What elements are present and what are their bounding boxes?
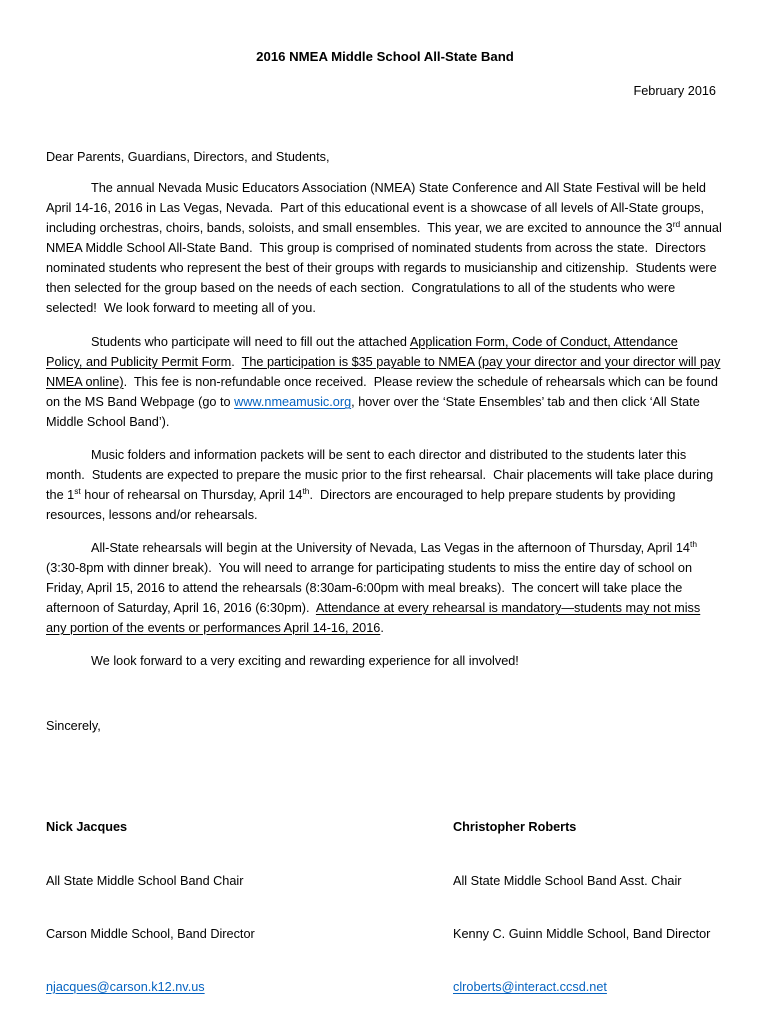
paragraph-music-folders [46, 445, 746, 525]
paragraph-line [46, 352, 746, 372]
text-segment: on the MS Band Webpage (go to [46, 395, 235, 409]
paragraph-participation-forms [46, 332, 746, 432]
paragraph-line: Music folders and information packets will be sent to each director and distributed to the students later this [91, 448, 687, 462]
paragraph-line [46, 218, 746, 238]
signer-school: Carson Middle School, Band Director [46, 926, 255, 941]
text-segment: Students who participate will need to fill out the attached [91, 335, 410, 349]
text-segment: , hover over the ‘State Ensembles’ tab and then click ‘All State [351, 395, 700, 409]
text-segment: . This fee is non-refundable once received. Please review the schedule of rehearsals which can be found [123, 375, 718, 389]
text-segment: . [231, 355, 242, 369]
paragraph-line: Middle School Band’). [46, 415, 170, 429]
paragraph-line: then selected for the group based on the needs of each section. Congratulations to all of the students who were [46, 281, 676, 295]
paragraph-line: resources, lessons and/or rehearsals. [46, 508, 258, 522]
text-segment: annual [680, 221, 722, 235]
letter-title: 2016 NMEA Middle School All-State Band [256, 49, 514, 64]
signer-name: Christopher Roberts [453, 820, 577, 835]
superscript-ordinal: th [302, 486, 310, 496]
paragraph-line [46, 392, 746, 412]
paragraph-line: NMEA Middle School All-State Band. This group is comprised of nominated students from across the state. Directors [46, 241, 706, 255]
text-segment: . [380, 621, 384, 635]
paragraph-line [46, 485, 746, 505]
underlined-text: NMEA online) [46, 375, 124, 389]
paragraph-line: month. Students are expected to prepare the music prior to the first rehearsal. Chair placements will take place during [46, 468, 714, 482]
superscript-ordinal: st [74, 486, 81, 496]
underlined-text: any portion of the events or performances April 14-16, 2016 [46, 621, 381, 635]
paragraph-line [46, 538, 746, 558]
signature-block-asst-chair [453, 784, 710, 1024]
closing-sincerely: Sincerely, [46, 719, 101, 733]
superscript-ordinal: rd [672, 219, 681, 229]
paragraph-line: The annual Nevada Music Educators Association (NMEA) State Conference and All State Festival will be held [91, 181, 706, 195]
signer-name: Nick Jacques [46, 820, 128, 835]
superscript-ordinal: th [690, 539, 697, 549]
underlined-text: Policy, and Publicity Permit Form [46, 355, 232, 369]
nmea-website-link[interactable]: www.nmeamusic.org [234, 395, 352, 409]
signer-email-link[interactable]: njacques@carson.k12.nv.us [46, 979, 205, 994]
signer-email-link[interactable]: clroberts@interact.ccsd.net [453, 979, 607, 994]
paragraph-line: Friday, April 15, 2016 to attend the rehearsals (8:30am-6:00pm with meal breaks). The concert will take place the [46, 581, 683, 595]
signer-title: All State Middle School Band Asst. Chair [453, 873, 682, 888]
paragraph-line: (3:30-8pm with dinner break). You will need to arrange for participating students to miss the entire day of school on [46, 561, 693, 575]
paragraph-line [46, 332, 746, 352]
salutation: Dear Parents, Guardians, Directors, and Students, [46, 150, 330, 164]
underlined-text: The participation is $35 payable to NMEA (pay your director and your director will pay [241, 355, 721, 369]
underlined-text: Attendance at every rehearsal is mandatory—students may not miss [315, 601, 701, 615]
paragraph-line: nominated students who represent the best of their groups with regards to musicianship and citizenship. Students were [46, 261, 717, 275]
paragraph-rehearsal-schedule [46, 538, 746, 638]
paragraph-festival-announcement [46, 178, 746, 318]
text-segment: the 1 [46, 488, 75, 502]
text-segment: including orchestras, choirs, bands, soloists, and small ensembles. This year, we are excited to announce the 3 [46, 221, 673, 235]
paragraph-line: We look forward to a very exciting and rewarding experience for all involved! [91, 654, 519, 668]
paragraph-line: April 14-16, 2016 in Las Vegas, Nevada. Part of this educational event is a showcase of all levels of All-State groups, [46, 201, 705, 215]
text-segment: . Directors are encouraged to help prepare students by providing [309, 488, 676, 502]
signer-school: Kenny C. Guinn Middle School, Band Director [453, 926, 711, 941]
paragraph-line [46, 618, 746, 638]
text-segment: hour of rehearsal on Thursday, April 14 [80, 488, 303, 502]
text-segment: All-State rehearsals will begin at the University of Nevada, Las Vegas in the afternoon of Thursday, April 14 [91, 541, 690, 555]
letter-date: February 2016 [633, 84, 716, 98]
signer-title: All State Middle School Band Chair [46, 873, 244, 888]
paragraph-closing-remark [46, 651, 746, 671]
paragraph-line [46, 598, 746, 618]
signature-block-chair [46, 784, 255, 1024]
paragraph-line: selected! We look forward to meeting all of you. [46, 301, 316, 315]
underlined-text: Application Form, Code of Conduct, Attendance [409, 335, 678, 349]
paragraph-line [46, 372, 746, 392]
text-segment: afternoon of Saturday, April 16, 2016 (6:30pm). [46, 601, 316, 615]
